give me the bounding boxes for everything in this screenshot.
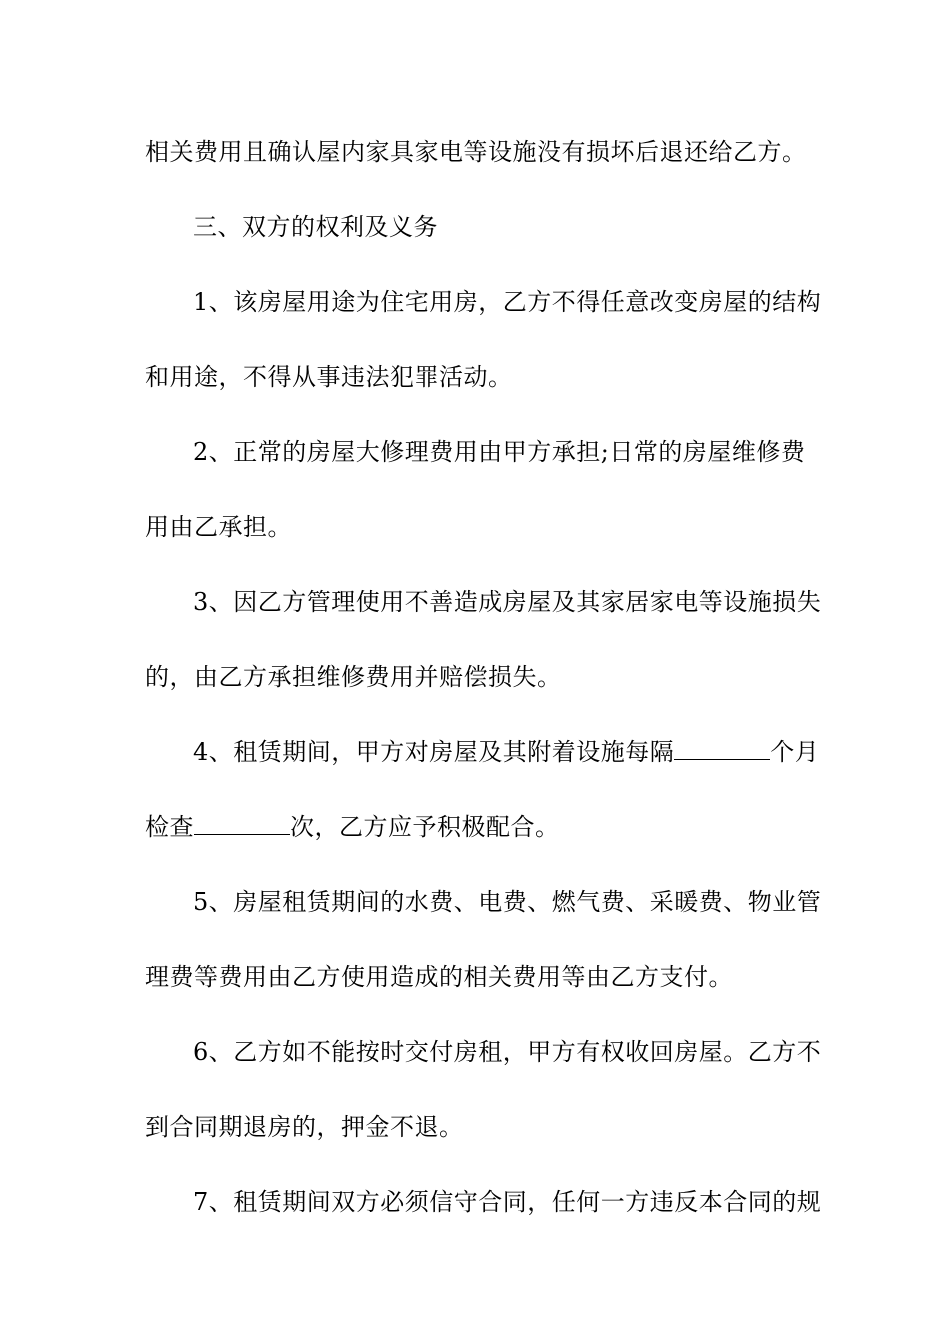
paragraph-line: 理费等费用由乙方使用造成的相关费用等由乙方支付。 xyxy=(145,963,733,991)
paragraph-line: 到合同期退房的，押金不退。 xyxy=(145,1113,464,1141)
paragraph-line: 和用途，不得从事违法犯罪活动。 xyxy=(145,363,513,391)
paragraph-line: 3、因乙方管理使用不善造成房屋及其家居家电等设施损失 xyxy=(193,588,822,616)
line-text: 4、租赁期间，甲方对房屋及其附着设施每隔 xyxy=(193,738,675,766)
paragraph-line: 用由乙承担。 xyxy=(145,513,292,541)
line-text: 次，乙方应予积极配合。 xyxy=(290,813,560,841)
line-text: 个月 xyxy=(770,738,820,766)
line-text: 检查 xyxy=(145,813,194,841)
fill-in-blank xyxy=(674,737,770,760)
paragraph-line: 5、房屋租赁期间的水费、电费、燃气费、采暖费、物业管 xyxy=(193,888,822,916)
paragraph-line: 的，由乙方承担维修费用并赔偿损失。 xyxy=(145,663,562,691)
section-heading: 三、双方的权利及义务 xyxy=(193,213,438,241)
paragraph-line: 7、租赁期间双方必须信守合同，任何一方违反本合同的规 xyxy=(193,1188,822,1216)
paragraph-line xyxy=(145,810,815,844)
fill-in-blank xyxy=(194,812,290,835)
paragraph-line: 相关费用且确认屋内家具家电等设施没有损坏后退还给乙方。 xyxy=(145,138,807,166)
paragraph-line: 2、正常的房屋大修理费用由甲方承担;日常的房屋维修费 xyxy=(193,438,806,466)
paragraph-line xyxy=(193,735,820,769)
paragraph-line: 1、该房屋用途为住宅用房，乙方不得任意改变房屋的结构 xyxy=(193,288,822,316)
paragraph-line: 6、乙方如不能按时交付房租，甲方有权收回房屋。乙方不 xyxy=(193,1038,822,1066)
